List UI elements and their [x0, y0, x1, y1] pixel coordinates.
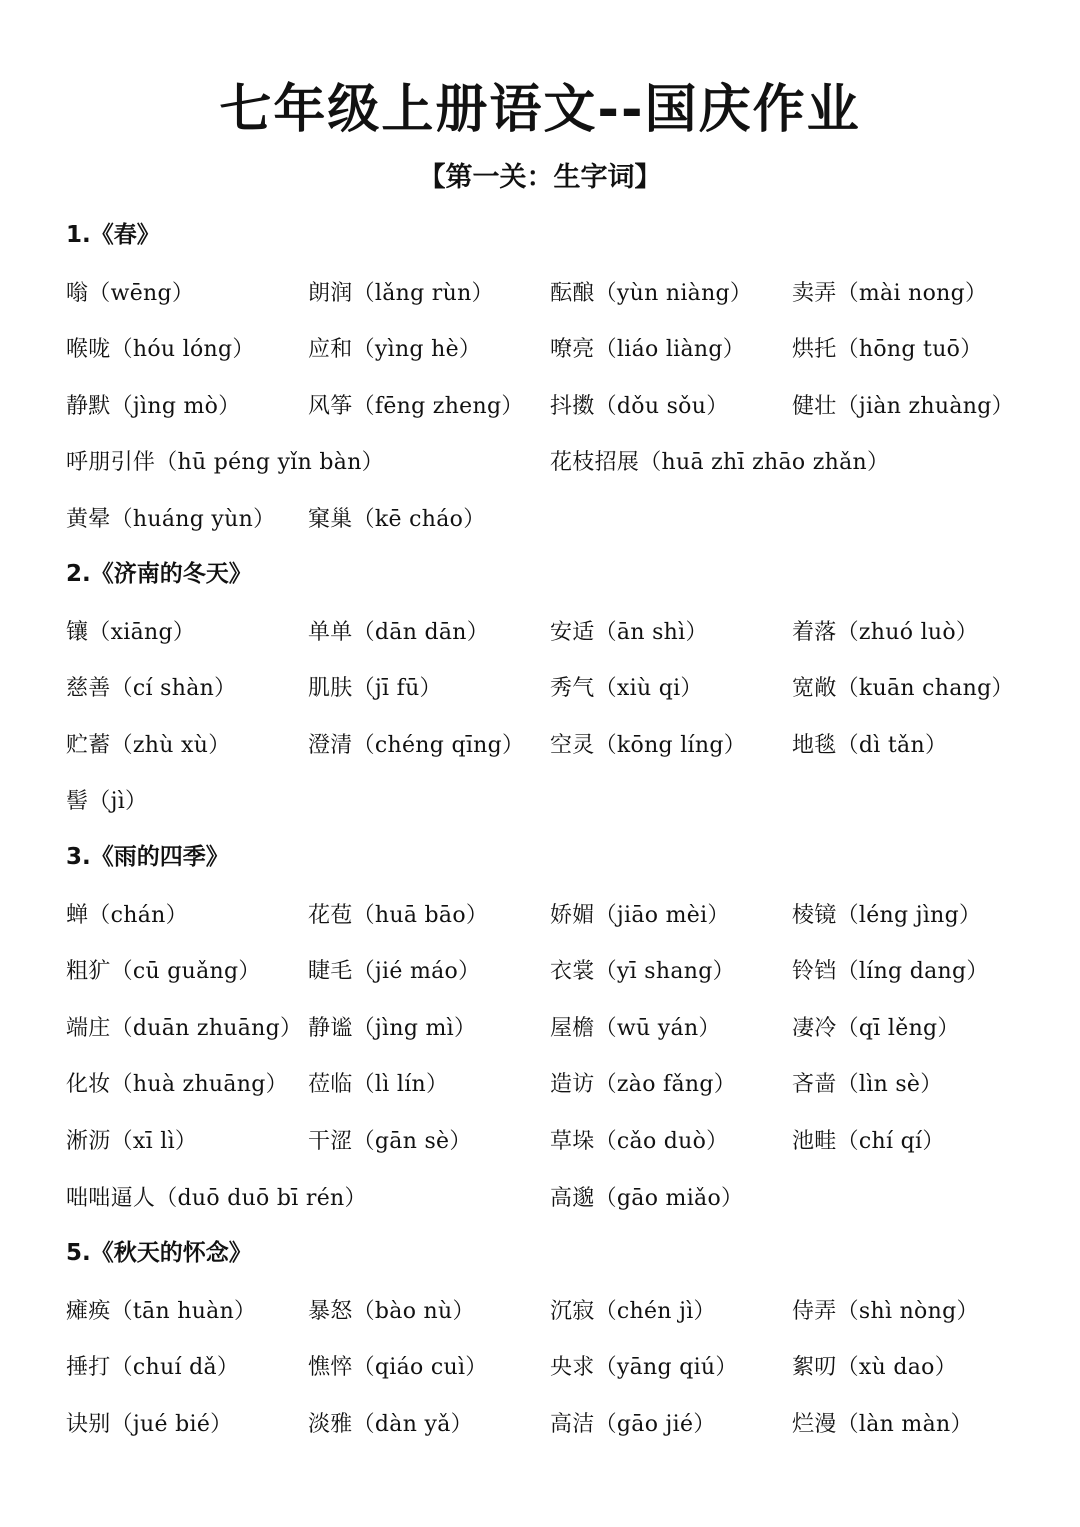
- vocab-row: [0, 1295, 1080, 1329]
- vocab-entry: 莅临（lì lín）: [308, 1072, 449, 1097]
- page-subtitle: 【第一关：生字词】: [418, 162, 662, 193]
- vocab-entry: 憔悴（qiáo cuì）: [308, 1355, 488, 1380]
- vocab-entry: 应和（yìng hè）: [308, 337, 482, 362]
- vocab-entry: 髻（jì）: [66, 789, 148, 814]
- vocab-entry: 粗犷（cū guǎng）: [66, 959, 261, 984]
- vocab-row: [0, 1125, 1080, 1159]
- vocab-entry: 朗润（lǎng rùn）: [308, 281, 494, 306]
- vocab-row: [0, 333, 1080, 367]
- vocab-entry: 暴怒（bào nù）: [308, 1299, 475, 1324]
- vocab-row: [0, 1408, 1080, 1442]
- vocab-row: [0, 503, 1080, 537]
- vocab-entry: 屋檐（wū yán）: [550, 1016, 721, 1041]
- vocab-entry: 烘托（hōng tuō）: [792, 337, 983, 362]
- vocab-entry: 吝啬（lìn sè）: [792, 1072, 943, 1097]
- vocab-entry: 化妆（huà zhuāng）: [66, 1072, 288, 1097]
- vocab-entry: 风筝（fēng zheng）: [308, 394, 524, 419]
- vocab-entry: 嘹亮（liáo liàng）: [550, 337, 746, 362]
- vocab-entry: 沉寂（chén jì）: [550, 1299, 716, 1324]
- vocab-entry: 安适（ān shì）: [550, 620, 708, 645]
- vocab-entry: 铃铛（líng dang）: [792, 959, 989, 984]
- vocab-entry: 捶打（chuí dǎ）: [66, 1355, 240, 1380]
- vocab-row: [0, 616, 1080, 650]
- vocab-row: [0, 955, 1080, 989]
- vocab-entry: 娇媚（jiāo mèi）: [550, 903, 730, 928]
- vocab-entry: 棱镜（léng jìng）: [792, 903, 982, 928]
- section-heading: 2.《济南的冬天》: [66, 561, 252, 587]
- vocab-row: [0, 277, 1080, 311]
- vocab-row: [0, 672, 1080, 706]
- vocab-entry: 干涩（gān sè）: [308, 1129, 472, 1154]
- vocab-entry: 澄清（chéng qīng）: [308, 733, 525, 758]
- vocab-entry: 单单（dān dān）: [308, 620, 490, 645]
- vocab-row: [0, 785, 1080, 819]
- vocab-entry: 花枝招展（huā zhī zhāo zhǎn）: [550, 450, 890, 475]
- vocab-entry: 黄晕（huáng yùn）: [66, 507, 276, 532]
- vocab-entry: 静默（jìng mò）: [66, 394, 241, 419]
- vocab-entry: 嗡（wēng）: [66, 281, 195, 306]
- vocab-entry: 端庄（duān zhuāng）: [66, 1016, 303, 1041]
- vocab-entry: 咄咄逼人（duō duō bī rén）: [66, 1186, 367, 1211]
- vocab-entry: 着落（zhuó luò）: [792, 620, 979, 645]
- vocab-entry: 抖擞（dǒu sǒu）: [550, 394, 729, 419]
- vocab-entry: 肌肤（jī fū）: [308, 676, 442, 701]
- section-heading: 5.《秋天的怀念》: [66, 1240, 252, 1266]
- section-heading: 3.《雨的四季》: [66, 844, 229, 870]
- vocab-entry: 高洁（gāo jié）: [550, 1412, 716, 1437]
- vocab-row: [0, 1351, 1080, 1385]
- vocab-row: [0, 1068, 1080, 1102]
- vocab-entry: 呼朋引伴（hū péng yǐn bàn）: [66, 450, 384, 475]
- vocab-entry: 静谧（jìng mì）: [308, 1016, 477, 1041]
- vocab-entry: 池畦（chí qí）: [792, 1129, 945, 1154]
- vocab-entry: 诀别（jué bié）: [66, 1412, 233, 1437]
- vocab-entry: 秀气（xiù qi）: [550, 676, 703, 701]
- vocab-row: [0, 729, 1080, 763]
- vocab-entry: 地毯（dì tǎn）: [792, 733, 948, 758]
- vocab-entry: 造访（zào fǎng）: [550, 1072, 737, 1097]
- vocab-entry: 宽敞（kuān chang）: [792, 676, 1014, 701]
- vocab-entry: 花苞（huā bāo）: [308, 903, 489, 928]
- vocab-entry: 央求（yāng qiú）: [550, 1355, 738, 1380]
- vocab-row: [0, 899, 1080, 933]
- vocab-entry: 絮叨（xù dao）: [792, 1355, 958, 1380]
- vocab-entry: 侍弄（shì nòng）: [792, 1299, 979, 1324]
- vocab-entry: 淅沥（xī lì）: [66, 1129, 198, 1154]
- vocab-entry: 草垛（cǎo duò）: [550, 1129, 729, 1154]
- vocab-entry: 镶（xiāng）: [66, 620, 196, 645]
- section-heading: 1.《春》: [66, 222, 160, 248]
- vocab-row: [0, 1012, 1080, 1046]
- vocab-entry: 瘫痪（tān huàn）: [66, 1299, 257, 1324]
- vocab-entry: 健壮（jiàn zhuàng）: [792, 394, 1014, 419]
- vocab-entry: 凄冷（qī lěng）: [792, 1016, 960, 1041]
- vocab-entry: 睫毛（jié máo）: [308, 959, 481, 984]
- vocab-entry: 酝酿（yùn niàng）: [550, 281, 753, 306]
- vocab-row: [0, 390, 1080, 424]
- vocab-entry: 喉咙（hóu lóng）: [66, 337, 255, 362]
- vocab-entry: 衣裳（yī shang）: [550, 959, 735, 984]
- vocab-entry: 窠巢（kē cháo）: [308, 507, 486, 532]
- vocab-row: [0, 1182, 1080, 1216]
- page-title: 七年级上册语文--国庆作业: [219, 80, 861, 140]
- vocab-entry: 烂漫（làn màn）: [792, 1412, 973, 1437]
- vocab-entry: 高邈（gāo miǎo）: [550, 1186, 744, 1211]
- vocab-entry: 淡雅（dàn yǎ）: [308, 1412, 473, 1437]
- vocab-entry: 空灵（kōng líng）: [550, 733, 747, 758]
- vocab-entry: 卖弄（mài nong）: [792, 281, 988, 306]
- vocab-entry: 贮蓄（zhù xù）: [66, 733, 231, 758]
- vocab-entry: 蝉（chán）: [66, 903, 188, 928]
- vocab-entry: 慈善（cí shàn）: [66, 676, 237, 701]
- vocab-row: [0, 446, 1080, 480]
